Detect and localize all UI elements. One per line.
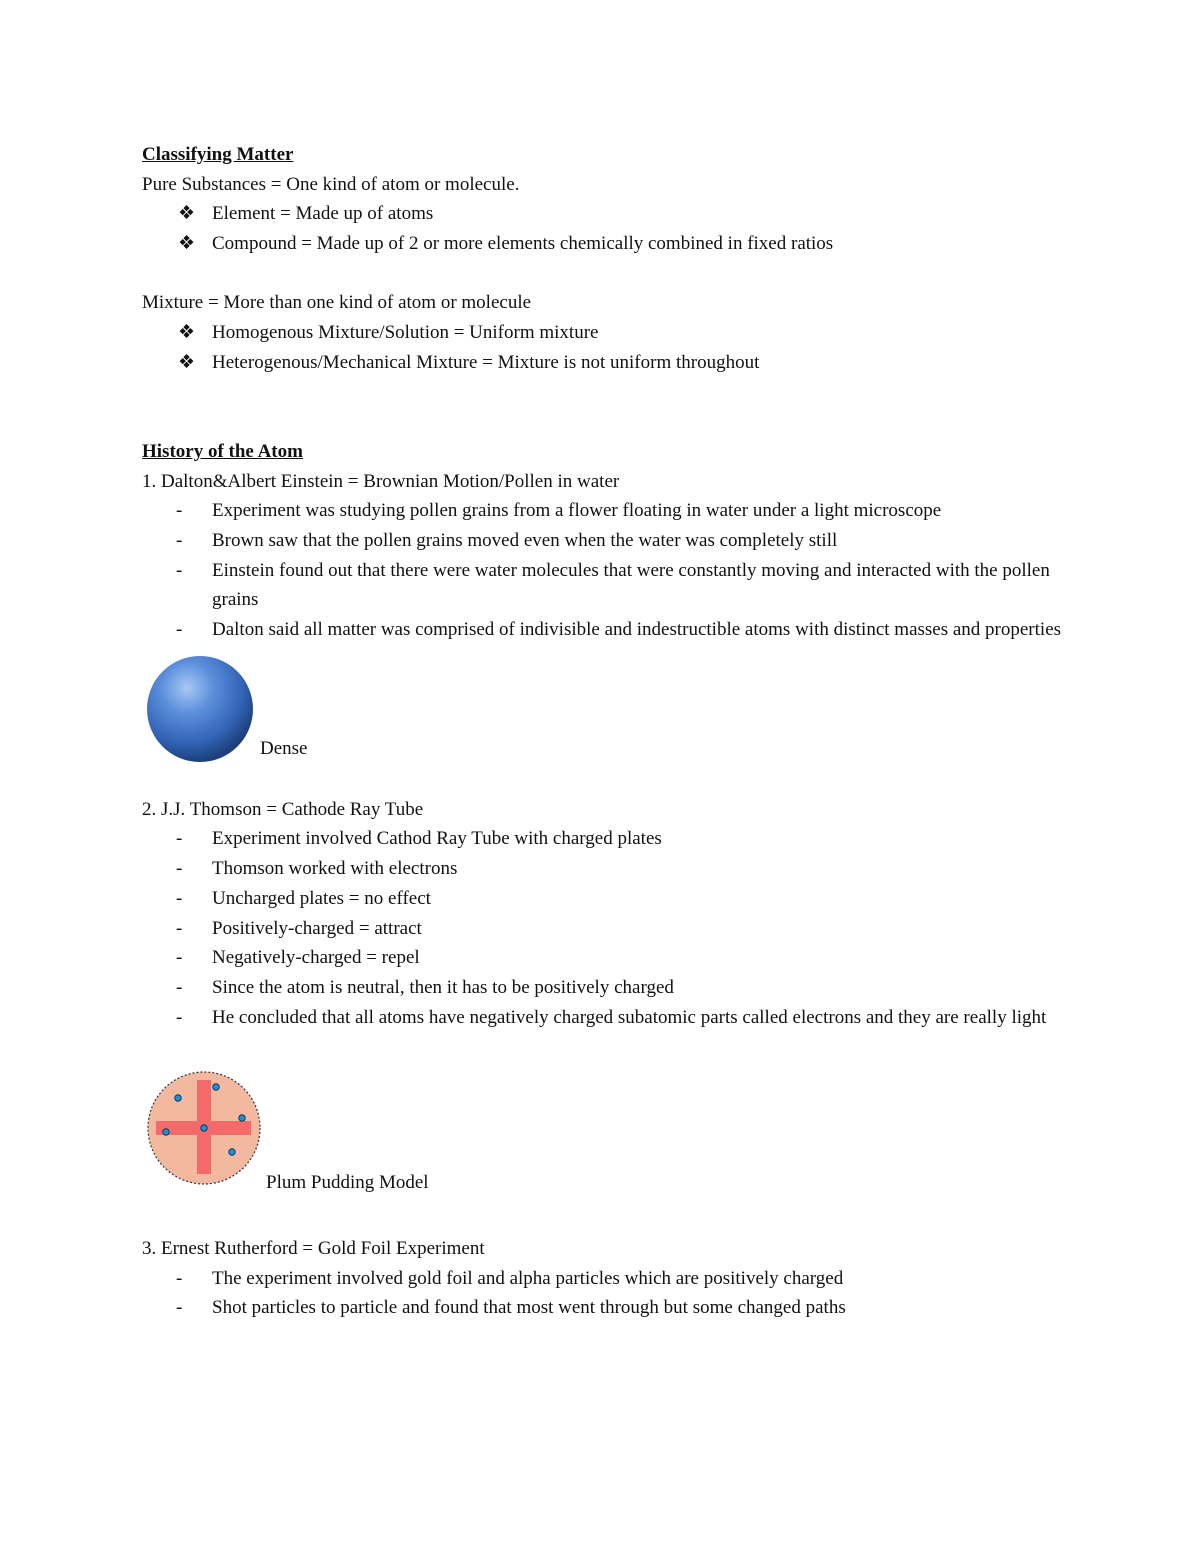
list-item bbox=[142, 318, 1072, 348]
list-item bbox=[142, 884, 1072, 914]
dash-bullet-icon: - bbox=[176, 858, 183, 880]
list-item bbox=[142, 943, 1072, 973]
list-item-text: He concluded that all atoms have negatively charged subatomic parts called electrons and they are really light bbox=[212, 1006, 1047, 1028]
list-item-text: Positively-charged = attract bbox=[212, 917, 422, 939]
dash-bullet-icon: - bbox=[176, 976, 183, 998]
list-item bbox=[142, 1003, 1072, 1033]
heading-classifying-matter: Classifying Matter bbox=[142, 144, 294, 165]
list-item-text: Experiment involved Cathod Ray Tube with charged plates bbox=[212, 828, 662, 850]
dash-bullet-icon: - bbox=[176, 500, 183, 522]
list-item bbox=[142, 556, 1072, 615]
list-item bbox=[142, 1293, 1072, 1323]
list-item bbox=[142, 229, 1072, 259]
list-item-text: Heterogenous/Mechanical Mixture = Mixture is not uniform throughout bbox=[212, 351, 760, 373]
dash-bullet-icon: - bbox=[176, 1297, 183, 1319]
list-item bbox=[142, 615, 1072, 645]
list-item-text: Brown saw that the pollen grains moved even when the water was completely still bbox=[212, 529, 838, 551]
diamond-bullet-icon: ❖ bbox=[178, 322, 196, 344]
pure-substances-line: Pure Substances = One kind of atom or molecule. bbox=[142, 173, 520, 195]
diamond-bullet-icon: ❖ bbox=[178, 203, 196, 225]
list-item-text: Element = Made up of atoms bbox=[212, 203, 434, 225]
list-item-text: Thomson worked with electrons bbox=[212, 858, 458, 880]
list-item-text: Dalton said all matter was comprised of indivisible and indestructible atoms with distinct masses and properties bbox=[212, 619, 1062, 641]
list-item-text: Negatively-charged = repel bbox=[212, 947, 420, 969]
list-item-text: Uncharged plates = no effect bbox=[212, 887, 431, 909]
list-item bbox=[142, 973, 1072, 1003]
list-item bbox=[142, 526, 1072, 556]
list-item bbox=[142, 854, 1072, 884]
solid-sphere-image bbox=[144, 653, 256, 765]
list-item-text: Experiment was studying pollen grains from a flower floating in water under a light microscope bbox=[212, 500, 942, 522]
dash-bullet-icon: - bbox=[176, 947, 183, 969]
diamond-bullet-icon: ❖ bbox=[178, 351, 196, 373]
diamond-bullet-icon: ❖ bbox=[178, 233, 196, 255]
dash-bullet-icon: - bbox=[176, 1267, 183, 1289]
list-item bbox=[142, 199, 1072, 229]
document-page bbox=[142, 140, 1072, 1323]
list-item-text: Homogenous Mixture/Solution = Uniform mixture bbox=[212, 322, 599, 344]
plum-pudding-model-image bbox=[144, 1070, 264, 1188]
list-item bbox=[142, 348, 1072, 378]
list-item bbox=[142, 496, 1072, 526]
list-item bbox=[142, 1264, 1072, 1294]
dash-bullet-icon: - bbox=[176, 887, 183, 909]
list-item-text: Compound = Made up of 2 or more elements chemically combined in fixed ratios bbox=[212, 233, 834, 255]
list-item-text: Since the atom is neutral, then it has to be positively charged bbox=[212, 976, 674, 998]
dalton-title: 1. Dalton&Albert Einstein = Brownian Motion/Pollen in water bbox=[142, 470, 620, 492]
figure-caption-dense: Dense bbox=[260, 737, 308, 759]
heading-history-of-atom: History of the Atom bbox=[142, 440, 303, 462]
figure-caption-plum-pudding: Plum Pudding Model bbox=[266, 1172, 429, 1194]
dalton-figure bbox=[142, 645, 1072, 767]
dash-bullet-icon: - bbox=[176, 529, 183, 551]
dash-bullet-icon: - bbox=[176, 917, 183, 939]
rutherford-title: 3. Ernest Rutherford = Gold Foil Experiment bbox=[142, 1238, 485, 1260]
mixture-line: Mixture = More than one kind of atom or molecule bbox=[142, 292, 532, 314]
thomson-title: 2. J.J. Thomson = Cathode Ray Tube bbox=[142, 798, 424, 820]
dash-bullet-icon: - bbox=[176, 619, 183, 641]
list-item-text: The experiment involved gold foil and alpha particles which are positively charged bbox=[212, 1267, 844, 1289]
list-item-text: Einstein found out that there were water molecules that were constantly moving and interacted with the pollen grains bbox=[212, 559, 1050, 611]
dash-bullet-icon: - bbox=[176, 828, 183, 850]
dash-bullet-icon: - bbox=[176, 559, 183, 581]
list-item-text: Shot particles to particle and found that most went through but some changed paths bbox=[212, 1297, 846, 1319]
list-item bbox=[142, 914, 1072, 944]
dash-bullet-icon: - bbox=[176, 1006, 183, 1028]
list-item bbox=[142, 824, 1072, 854]
thomson-figure bbox=[142, 1032, 1072, 1204]
